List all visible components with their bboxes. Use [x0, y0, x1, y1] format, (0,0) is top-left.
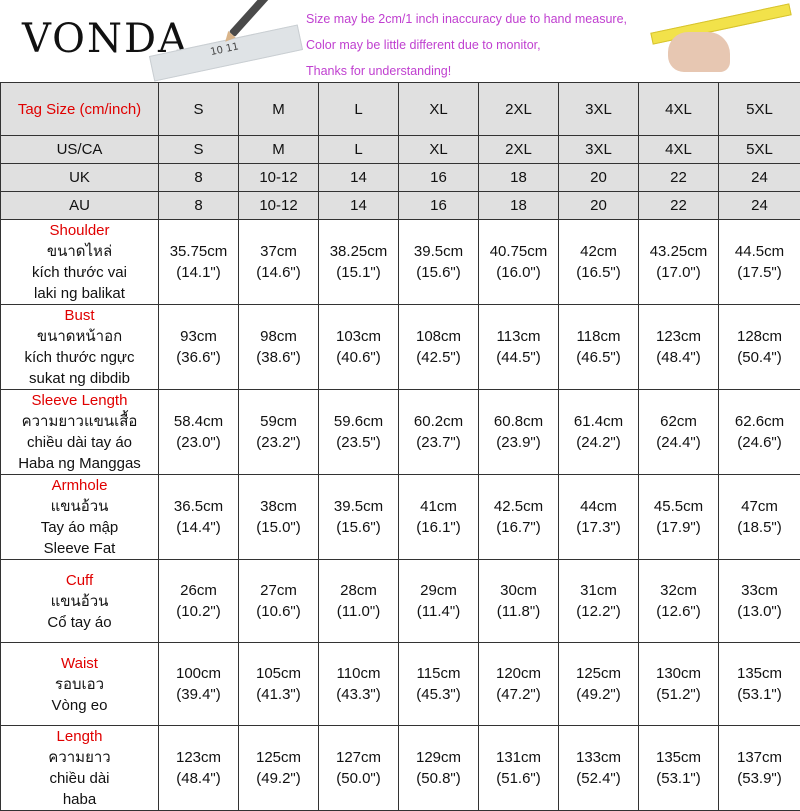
measurement-translation: รอบเอว [1, 674, 158, 695]
measurement-name: Cuff [1, 570, 158, 591]
inch-value: (16.7") [479, 517, 558, 538]
measurement-name: Shoulder [1, 220, 158, 241]
cm-value: 32cm [639, 580, 718, 601]
cm-value: 42cm [559, 241, 638, 262]
cm-value: 44cm [559, 496, 638, 517]
cm-value: 38cm [239, 496, 318, 517]
inch-value: (51.6") [479, 768, 558, 789]
measurement-value-cell [319, 220, 399, 305]
size-header-cell: S [159, 83, 239, 136]
measurement-value-cell [399, 560, 479, 643]
measurement-value-cell [639, 726, 719, 811]
cm-value: 127cm [319, 747, 398, 768]
measurement-value-cell [239, 475, 319, 560]
cm-value: 27cm [239, 580, 318, 601]
cm-value: 125cm [559, 663, 638, 684]
inch-value: (40.6") [319, 347, 398, 368]
conversion-label: US/CA [1, 136, 159, 164]
measurement-value-cell [559, 390, 639, 475]
measurement-translation: ขนาดหน้าอก [1, 326, 158, 347]
measurement-value-cell [319, 643, 399, 726]
conversion-cell: 3XL [559, 136, 639, 164]
conversion-cell: XL [399, 136, 479, 164]
conversion-cell: 16 [399, 164, 479, 192]
measurement-translation: kích thước ngực [1, 347, 158, 368]
size-header-cell: 3XL [559, 83, 639, 136]
measurement-translation: ความยาว [1, 747, 158, 768]
measurement-translation: Tay áo mập [1, 517, 158, 538]
cm-value: 125cm [239, 747, 318, 768]
measurement-notes [306, 6, 656, 84]
measurement-row [1, 726, 800, 811]
cm-value: 28cm [319, 580, 398, 601]
size-header-cell: 4XL [639, 83, 719, 136]
cm-value: 30cm [479, 580, 558, 601]
inch-value: (10.2") [159, 601, 238, 622]
conversion-cell: 24 [719, 164, 800, 192]
cm-value: 43.25cm [639, 241, 718, 262]
inch-value: (23.9") [479, 432, 558, 453]
inch-value: (15.6") [399, 262, 478, 283]
measurement-label-cell [1, 643, 159, 726]
measurement-label-cell [1, 390, 159, 475]
size-header-cell: L [319, 83, 399, 136]
measurement-value-cell [399, 220, 479, 305]
measurement-label-cell [1, 560, 159, 643]
cm-value: 36.5cm [159, 496, 238, 517]
measurement-value-cell [639, 305, 719, 390]
inch-value: (12.6") [639, 601, 718, 622]
cm-value: 47cm [719, 496, 800, 517]
inch-value: (11.0") [319, 601, 398, 622]
measurement-value-cell [719, 643, 800, 726]
measurement-value-cell [159, 390, 239, 475]
measurement-translation: sukat ng dibdib [1, 368, 158, 389]
inch-value: (11.4") [399, 601, 478, 622]
measurement-row [1, 305, 800, 390]
inch-value: (16.5") [559, 262, 638, 283]
conversion-cell: 22 [639, 164, 719, 192]
conversion-cell: 18 [479, 164, 559, 192]
measurement-translation: kích thước vai [1, 262, 158, 283]
measurement-value-cell [159, 643, 239, 726]
cm-value: 113cm [479, 326, 558, 347]
measurement-value-cell [719, 475, 800, 560]
inch-value: (52.4") [559, 768, 638, 789]
inch-value: (16.0") [479, 262, 558, 283]
cm-value: 60.2cm [399, 411, 478, 432]
measurement-value-cell [639, 643, 719, 726]
measurement-translation: แขนอ้วน [1, 496, 158, 517]
measurement-row [1, 643, 800, 726]
cm-value: 31cm [559, 580, 638, 601]
measurement-value-cell [239, 220, 319, 305]
inch-value: (24.2") [559, 432, 638, 453]
measurement-value-cell [479, 305, 559, 390]
banner [0, 0, 800, 82]
inch-value: (47.2") [479, 684, 558, 705]
conversion-cell: 14 [319, 164, 399, 192]
cm-value: 103cm [319, 326, 398, 347]
measurement-value-cell [239, 305, 319, 390]
cm-value: 118cm [559, 326, 638, 347]
cm-value: 135cm [719, 663, 800, 684]
inch-value: (53.9") [719, 768, 800, 789]
inch-value: (14.6") [239, 262, 318, 283]
cm-value: 123cm [639, 326, 718, 347]
measurement-value-cell [319, 305, 399, 390]
measurement-value-cell [479, 726, 559, 811]
measurement-row [1, 220, 800, 305]
measurement-value-cell [719, 726, 800, 811]
size-header-row [1, 83, 800, 136]
inch-value: (15.1") [319, 262, 398, 283]
inch-value: (13.0") [719, 601, 800, 622]
cm-value: 108cm [399, 326, 478, 347]
measurement-value-cell [719, 560, 800, 643]
measurement-value-cell [479, 560, 559, 643]
cm-value: 131cm [479, 747, 558, 768]
size-header-cell: M [239, 83, 319, 136]
cm-value: 123cm [159, 747, 238, 768]
inch-value: (41.3") [239, 684, 318, 705]
conversion-cell: 2XL [479, 136, 559, 164]
measurement-value-cell [399, 726, 479, 811]
measurement-translation: Cổ tay áo [1, 612, 158, 633]
measurement-value-cell [159, 560, 239, 643]
cm-value: 38.25cm [319, 241, 398, 262]
inch-value: (12.2") [559, 601, 638, 622]
conversion-cell: L [319, 136, 399, 164]
inch-value: (23.0") [159, 432, 238, 453]
measurement-value-cell [399, 475, 479, 560]
conversion-cell: 20 [559, 192, 639, 220]
cm-value: 40.75cm [479, 241, 558, 262]
measurement-value-cell [239, 390, 319, 475]
inch-value: (23.7") [399, 432, 478, 453]
measurement-value-cell [239, 726, 319, 811]
measurement-value-cell [639, 220, 719, 305]
measurement-value-cell [559, 220, 639, 305]
inch-value: (49.2") [239, 768, 318, 789]
cm-value: 110cm [319, 663, 398, 684]
ruler-numbers: 10 11 [209, 41, 239, 58]
measurement-translation: Sleeve Fat [1, 538, 158, 559]
conversion-cell: 24 [719, 192, 800, 220]
conversion-label: UK [1, 164, 159, 192]
cm-value: 26cm [159, 580, 238, 601]
size-chart-body [1, 83, 800, 811]
cm-value: 60.8cm [479, 411, 558, 432]
inch-value: (24.6") [719, 432, 800, 453]
conversion-cell: 18 [479, 192, 559, 220]
inch-value: (15.6") [319, 517, 398, 538]
size-header-cell: 2XL [479, 83, 559, 136]
measurement-value-cell [639, 560, 719, 643]
inch-value: (51.2") [639, 684, 718, 705]
measurement-translation: ขนาดไหล่ [1, 241, 158, 262]
cm-value: 137cm [719, 747, 800, 768]
conversion-cell: 8 [159, 192, 239, 220]
measurement-value-cell [479, 475, 559, 560]
cm-value: 61.4cm [559, 411, 638, 432]
measurement-value-cell [159, 220, 239, 305]
size-header-cell: XL [399, 83, 479, 136]
inch-value: (44.5") [479, 347, 558, 368]
inch-value: (15.0") [239, 517, 318, 538]
inch-value: (17.9") [639, 517, 718, 538]
inch-value: (42.5") [399, 347, 478, 368]
inch-value: (14.1") [159, 262, 238, 283]
measurement-value-cell [159, 726, 239, 811]
inch-value: (39.4") [159, 684, 238, 705]
measurement-name: Bust [1, 305, 158, 326]
inch-value: (38.6") [239, 347, 318, 368]
cm-value: 129cm [399, 747, 478, 768]
measurement-value-cell [239, 560, 319, 643]
measurement-value-cell [319, 560, 399, 643]
cm-value: 130cm [639, 663, 718, 684]
conversion-label: AU [1, 192, 159, 220]
conversion-cell: M [239, 136, 319, 164]
measurement-value-cell [319, 390, 399, 475]
cm-value: 100cm [159, 663, 238, 684]
inch-value: (18.5") [719, 517, 800, 538]
conversion-cell: 20 [559, 164, 639, 192]
inch-value: (50.8") [399, 768, 478, 789]
hand-icon [668, 32, 730, 72]
tag-size-label: Tag Size (cm/inch) [1, 83, 159, 136]
measurement-translation: laki ng balikat [1, 283, 158, 304]
inch-value: (45.3") [399, 684, 478, 705]
conversion-cell: 14 [319, 192, 399, 220]
cm-value: 37cm [239, 241, 318, 262]
conversion-row [1, 136, 800, 164]
inch-value: (10.6") [239, 601, 318, 622]
inch-value: (50.0") [319, 768, 398, 789]
measurement-name: Waist [1, 653, 158, 674]
measurement-value-cell [399, 305, 479, 390]
inch-value: (11.8") [479, 601, 558, 622]
measurement-value-cell [719, 220, 800, 305]
cm-value: 44.5cm [719, 241, 800, 262]
cm-value: 133cm [559, 747, 638, 768]
measurement-value-cell [559, 643, 639, 726]
measurement-value-cell [639, 390, 719, 475]
cm-value: 59.6cm [319, 411, 398, 432]
measurement-value-cell [319, 475, 399, 560]
inch-value: (53.1") [719, 684, 800, 705]
cm-value: 128cm [719, 326, 800, 347]
measurement-row [1, 475, 800, 560]
measurement-translation: chiều dài tay áo [1, 432, 158, 453]
measuring-tape-icon [650, 12, 790, 72]
measurement-value-cell [559, 560, 639, 643]
measurement-row [1, 390, 800, 475]
cm-value: 59cm [239, 411, 318, 432]
cm-value: 62.6cm [719, 411, 800, 432]
inch-value: (48.4") [639, 347, 718, 368]
measurement-name: Armhole [1, 475, 158, 496]
note-line: Size may be 2cm/1 inch inaccuracy due to hand measure, [306, 6, 656, 32]
cm-value: 42.5cm [479, 496, 558, 517]
measurement-label-cell [1, 305, 159, 390]
conversion-cell: 22 [639, 192, 719, 220]
measurement-translation: haba [1, 789, 158, 810]
note-line: Color may be little different due to monitor, [306, 32, 656, 58]
conversion-row [1, 192, 800, 220]
cm-value: 35.75cm [159, 241, 238, 262]
inch-value: (14.4") [159, 517, 238, 538]
measurement-value-cell [319, 726, 399, 811]
inch-value: (43.3") [319, 684, 398, 705]
cm-value: 120cm [479, 663, 558, 684]
cm-value: 62cm [639, 411, 718, 432]
measurement-value-cell [559, 726, 639, 811]
measurement-value-cell [159, 305, 239, 390]
conversion-cell: 4XL [639, 136, 719, 164]
measurement-value-cell [399, 643, 479, 726]
inch-value: (53.1") [639, 768, 718, 789]
inch-value: (24.4") [639, 432, 718, 453]
cm-value: 41cm [399, 496, 478, 517]
measurement-value-cell [479, 390, 559, 475]
cm-value: 115cm [399, 663, 478, 684]
inch-value: (23.2") [239, 432, 318, 453]
cm-value: 39.5cm [399, 241, 478, 262]
measurement-value-cell [399, 390, 479, 475]
measurement-label-cell [1, 220, 159, 305]
inch-value: (36.6") [159, 347, 238, 368]
measurement-value-cell [639, 475, 719, 560]
measurement-translation: ความยาวแขนเสื้อ [1, 411, 158, 432]
inch-value: (16.1") [399, 517, 478, 538]
measurement-value-cell [479, 643, 559, 726]
conversion-cell: 5XL [719, 136, 800, 164]
cm-value: 93cm [159, 326, 238, 347]
cm-value: 29cm [399, 580, 478, 601]
conversion-cell: 10-12 [239, 164, 319, 192]
brand-logo: VONDA [22, 16, 189, 62]
measurement-label-cell [1, 726, 159, 811]
cm-value: 98cm [239, 326, 318, 347]
measurement-label-cell [1, 475, 159, 560]
inch-value: (17.5") [719, 262, 800, 283]
measurement-name: Length [1, 726, 158, 747]
inch-value: (17.3") [559, 517, 638, 538]
inch-value: (17.0") [639, 262, 718, 283]
measurement-translation: chiều dài [1, 768, 158, 789]
cm-value: 135cm [639, 747, 718, 768]
measurement-value-cell [559, 475, 639, 560]
cm-value: 58.4cm [159, 411, 238, 432]
measurement-value-cell [719, 390, 800, 475]
cm-value: 33cm [719, 580, 800, 601]
size-header-cell: 5XL [719, 83, 800, 136]
measurement-value-cell [719, 305, 800, 390]
measurement-value-cell [239, 643, 319, 726]
measurement-row [1, 560, 800, 643]
measurement-translation: Haba ng Manggas [1, 453, 158, 474]
inch-value: (23.5") [319, 432, 398, 453]
conversion-cell: S [159, 136, 239, 164]
inch-value: (49.2") [559, 684, 638, 705]
conversion-row [1, 164, 800, 192]
inch-value: (48.4") [159, 768, 238, 789]
inch-value: (46.5") [559, 347, 638, 368]
measurement-value-cell [479, 220, 559, 305]
conversion-cell: 10-12 [239, 192, 319, 220]
note-line: Thanks for understanding! [306, 58, 656, 84]
measurement-translation: Vòng eo [1, 695, 158, 716]
inch-value: (50.4") [719, 347, 800, 368]
conversion-cell: 16 [399, 192, 479, 220]
cm-value: 45.5cm [639, 496, 718, 517]
conversion-cell: 8 [159, 164, 239, 192]
measurement-name: Sleeve Length [1, 390, 158, 411]
cm-value: 39.5cm [319, 496, 398, 517]
cm-value: 105cm [239, 663, 318, 684]
size-chart-table [0, 82, 800, 811]
measurement-translation: แขนอ้วน [1, 591, 158, 612]
measurement-value-cell [559, 305, 639, 390]
measurement-value-cell [159, 475, 239, 560]
